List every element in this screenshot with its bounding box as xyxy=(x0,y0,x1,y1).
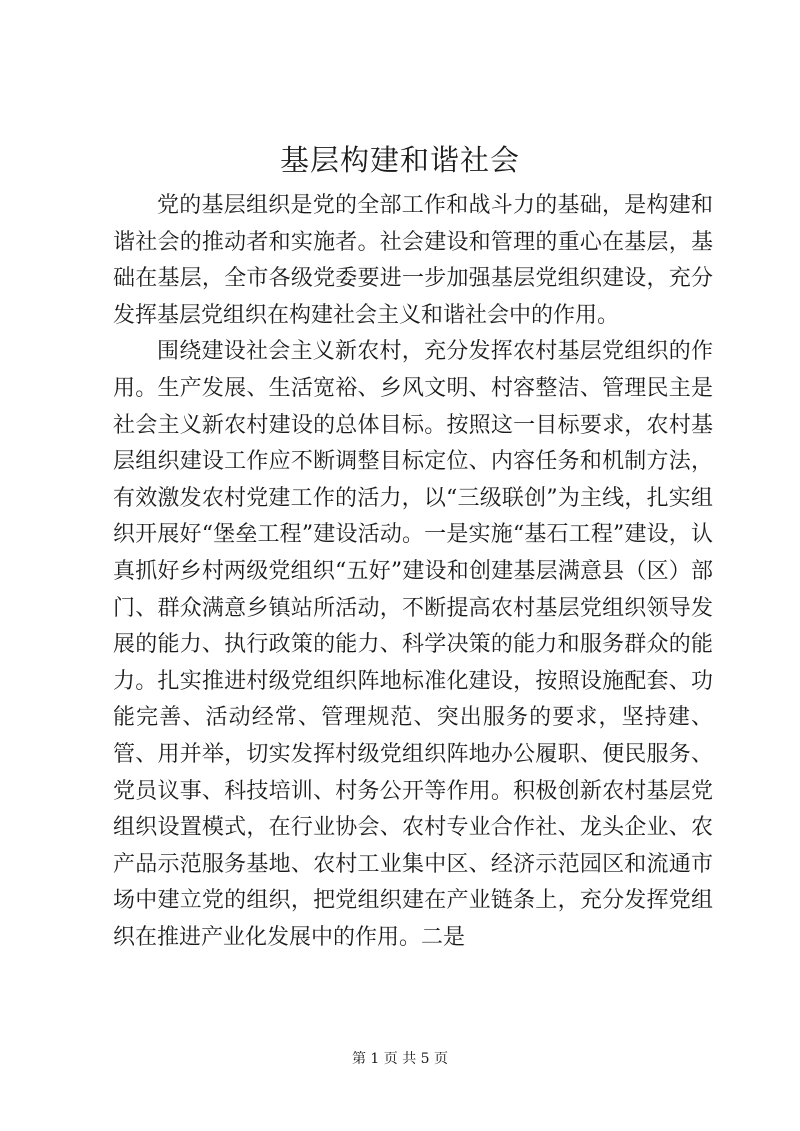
document-title: 基层构建和谐社会 xyxy=(279,143,520,177)
paragraph-intro: 党的基层组织是党的全部工作和战斗力的基础，是构建和谐社会的推动者和实施者。社会建设和管理的重心在基层，基础在基层，全市各级党委要进一步加强基层党组织建设，充分发挥基层党组织在构建社会主义和谐社会中的作用。 xyxy=(113,193,713,328)
page-footer: 第 1 页 共 5 页 xyxy=(351,1051,449,1067)
paragraph-rural: 围绕建设社会主义新农村，充分发挥农村基层党组织的作用。生产发展、生活宽裕、乡风文明、村容整洁、管理民主是社会主义新农村建设的总体目标。按照这一目标要求，农村基层组织建设工作应不断调整目标定位、内容任务和机制方法，有效激发农村党建工作的活力，以“三级联创”为主线，扎实组织开展好“堡垒工程”建设活动。一是实施“基石工程”建设，认真抓好乡村两级党组织“五好”建设和创建基层满意县（区）部门、群众满意乡镇站所活动，不断提高农村基层党组织领导发展的能力、执行政策的能力、科学决策的能力和服务群众的能力。扎实推进村级党组织阵地标准化建设，按照设施配套、功能完善、活动经常、管理规范、突出服务的要求，坚持建、管、用并举，切实发挥村级党组织阵地办公履职、便民服务、党员议事、科技培训、村务公开等作用。积极创新农村基层党组织设置模式，在行业协会、农村专业合作社、龙头企业、农产品示范服务基地、农村工业集中区、经济示范园区和流通市场中建立党的组织，把党组织建在产业链条上，充分发挥党组织在推进产业化发展中的作用。二是 xyxy=(113,339,713,950)
document-body xyxy=(113,188,713,956)
